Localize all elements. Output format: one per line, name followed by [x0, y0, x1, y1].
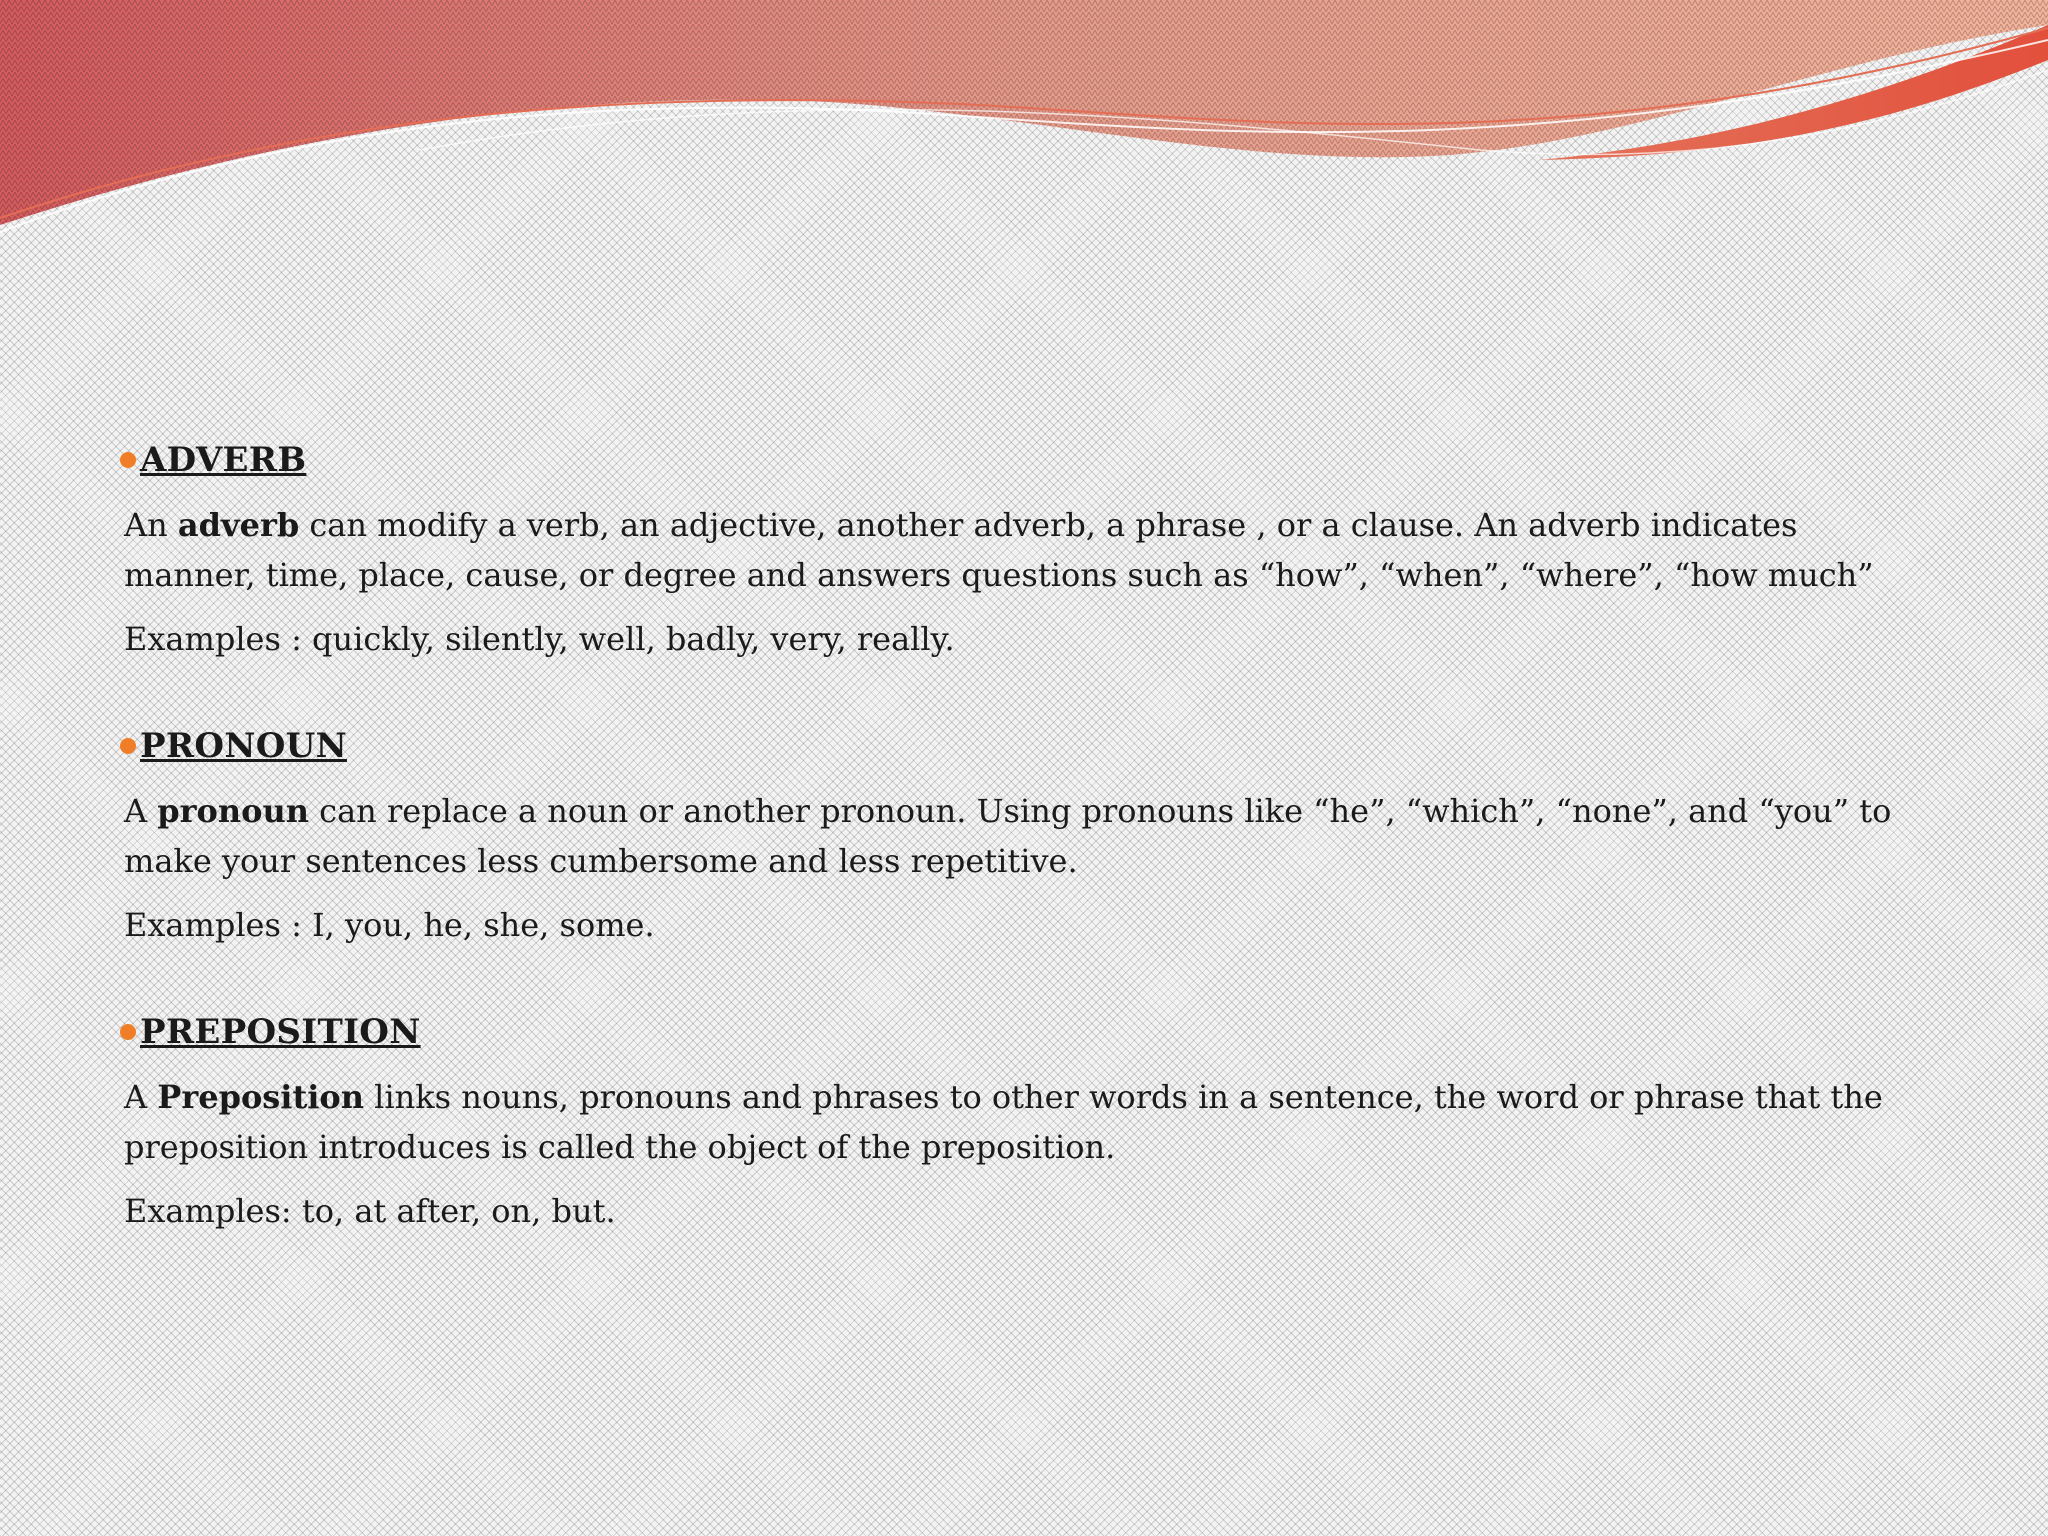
definition-text: [124, 500, 1924, 600]
definition-term: Preposition: [157, 1078, 364, 1116]
definition-prefix: An: [124, 506, 178, 544]
definition-body: links nouns, pronouns and phrases to other words in a sentence, the word or phrase that the preposition introduces is called the object of the preposition.: [124, 1078, 1883, 1166]
definition-term: pronoun: [157, 792, 309, 830]
examples-text: Examples : I, you, he, she, some.: [124, 906, 655, 944]
definition-term: adverb: [177, 506, 300, 544]
bullet-dot-icon: [120, 452, 136, 468]
bullet-dot-icon: [120, 1024, 136, 1040]
heading-row: [120, 1012, 1924, 1052]
section-adverb: [124, 440, 1924, 664]
definition-text: [124, 1072, 1924, 1172]
section-heading: ADVERB: [140, 440, 307, 480]
definition-text: [124, 786, 1924, 886]
heading-row: [120, 440, 1924, 480]
definition-body: can replace a noun or another pronoun. Using pronouns like “he”, “which”, “none”, and “you” to make your sentences less cumbersome and less repetitive.: [124, 792, 1892, 880]
section-heading: PREPOSITION: [140, 1012, 421, 1052]
section-pronoun: [124, 726, 1924, 950]
definition-prefix: A: [124, 1078, 158, 1116]
examples-text: Examples: to, at after, on, but.: [124, 1192, 616, 1230]
heading-row: [120, 726, 1924, 766]
definition-body: can modify a verb, an adjective, another adverb, a phrase , or a clause. An adverb indicates manner, time, place, cause, or degree and answers questions such as “how”, “when”, “where”, “how much”: [124, 506, 1874, 594]
header-wave-decoration: [0, 0, 2048, 240]
examples-text: Examples : quickly, silently, well, badly, very, really.: [124, 620, 955, 658]
section-preposition: [124, 1012, 1924, 1236]
section-heading: PRONOUN: [140, 726, 347, 766]
bullet-dot-icon: [120, 738, 136, 754]
slide-content: [124, 440, 1924, 1298]
definition-prefix: A: [124, 792, 158, 830]
